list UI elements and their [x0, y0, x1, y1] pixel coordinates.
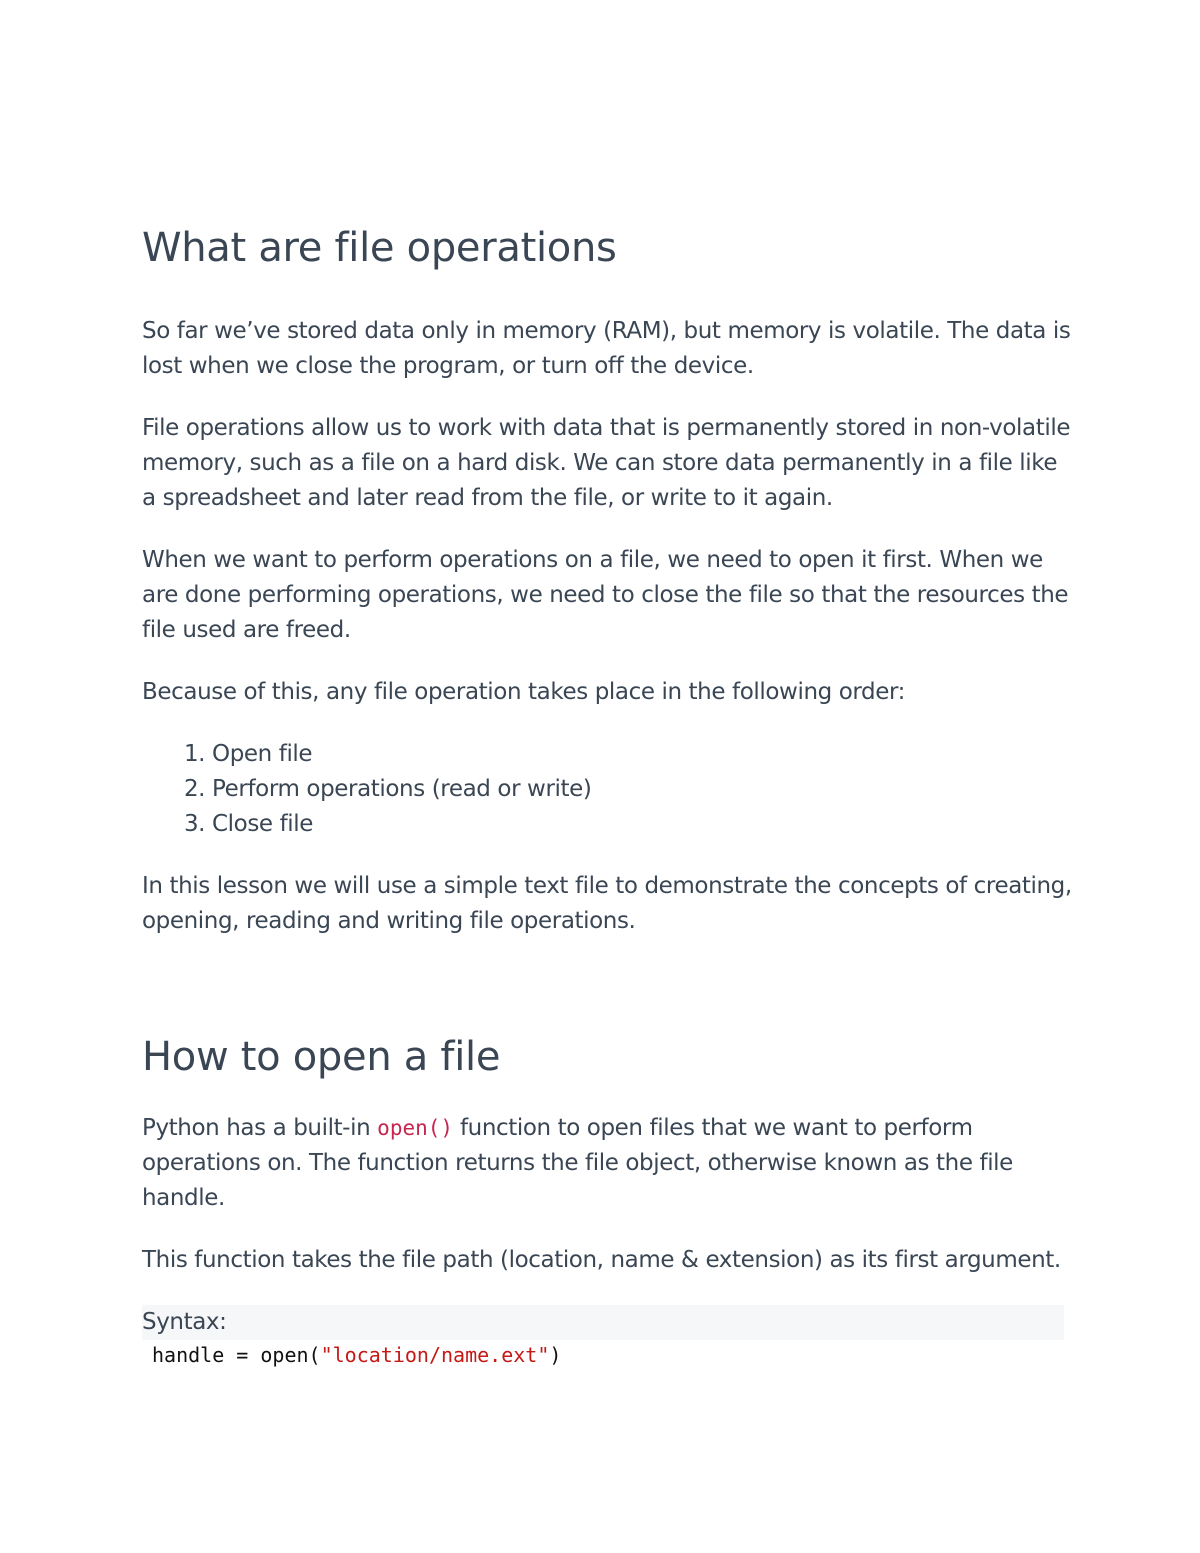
- operation-order-list: [142, 737, 1072, 842]
- paragraph-lesson-intro: In this lesson we will use a simple text file to demonstrate the concepts of creating, opening, reading and writing file operations.: [142, 873, 1072, 934]
- code-snippet: [142, 1340, 1064, 1370]
- text-segment: Python has a built-in: [142, 1115, 378, 1141]
- syntax-label: Syntax:: [142, 1305, 1064, 1340]
- document-page: [142, 222, 1072, 1370]
- section-heading-file-operations: What are file operations: [142, 225, 617, 271]
- syntax-block: [142, 1305, 1064, 1370]
- paragraph-file-path: This function takes the file path (location, name & extension) as its first argument.: [142, 1247, 1061, 1273]
- paragraph-non-volatile: File operations allow us to work with data that is permanently stored in non-volatile memory, such as a file on a hard disk. We can store data permanently in a file like a spreadsheet and later read from the file, or write to it again.: [142, 415, 1071, 511]
- paragraph-open-function: [142, 1111, 1072, 1216]
- text-segment: function to open files that we want to perform operations on. The function returns the file object, otherwise known as the file handle.: [142, 1115, 1013, 1211]
- list-item: 3. Close file: [212, 807, 1072, 842]
- code-prefix: handle = open(: [152, 1343, 321, 1367]
- paragraph-open-close: When we want to perform operations on a file, we need to open it first. When we are done performing operations, we need to close the file so that the resources the file used are freed.: [142, 547, 1069, 643]
- code-string: "location/name.ext": [320, 1343, 550, 1367]
- section-heading-open-file: How to open a file: [142, 1034, 501, 1080]
- inline-code-open: open(): [377, 1116, 454, 1140]
- list-item: 2. Perform operations (read or write): [212, 772, 1072, 807]
- paragraph-order-intro: Because of this, any file operation takes place in the following order:: [142, 679, 906, 705]
- list-item: 1. Open file: [212, 737, 1072, 772]
- paragraph-volatile-memory: So far we’ve stored data only in memory (RAM), but memory is volatile. The data is lost when we close the program, or turn off the device.: [142, 318, 1071, 379]
- code-suffix: ): [549, 1343, 562, 1367]
